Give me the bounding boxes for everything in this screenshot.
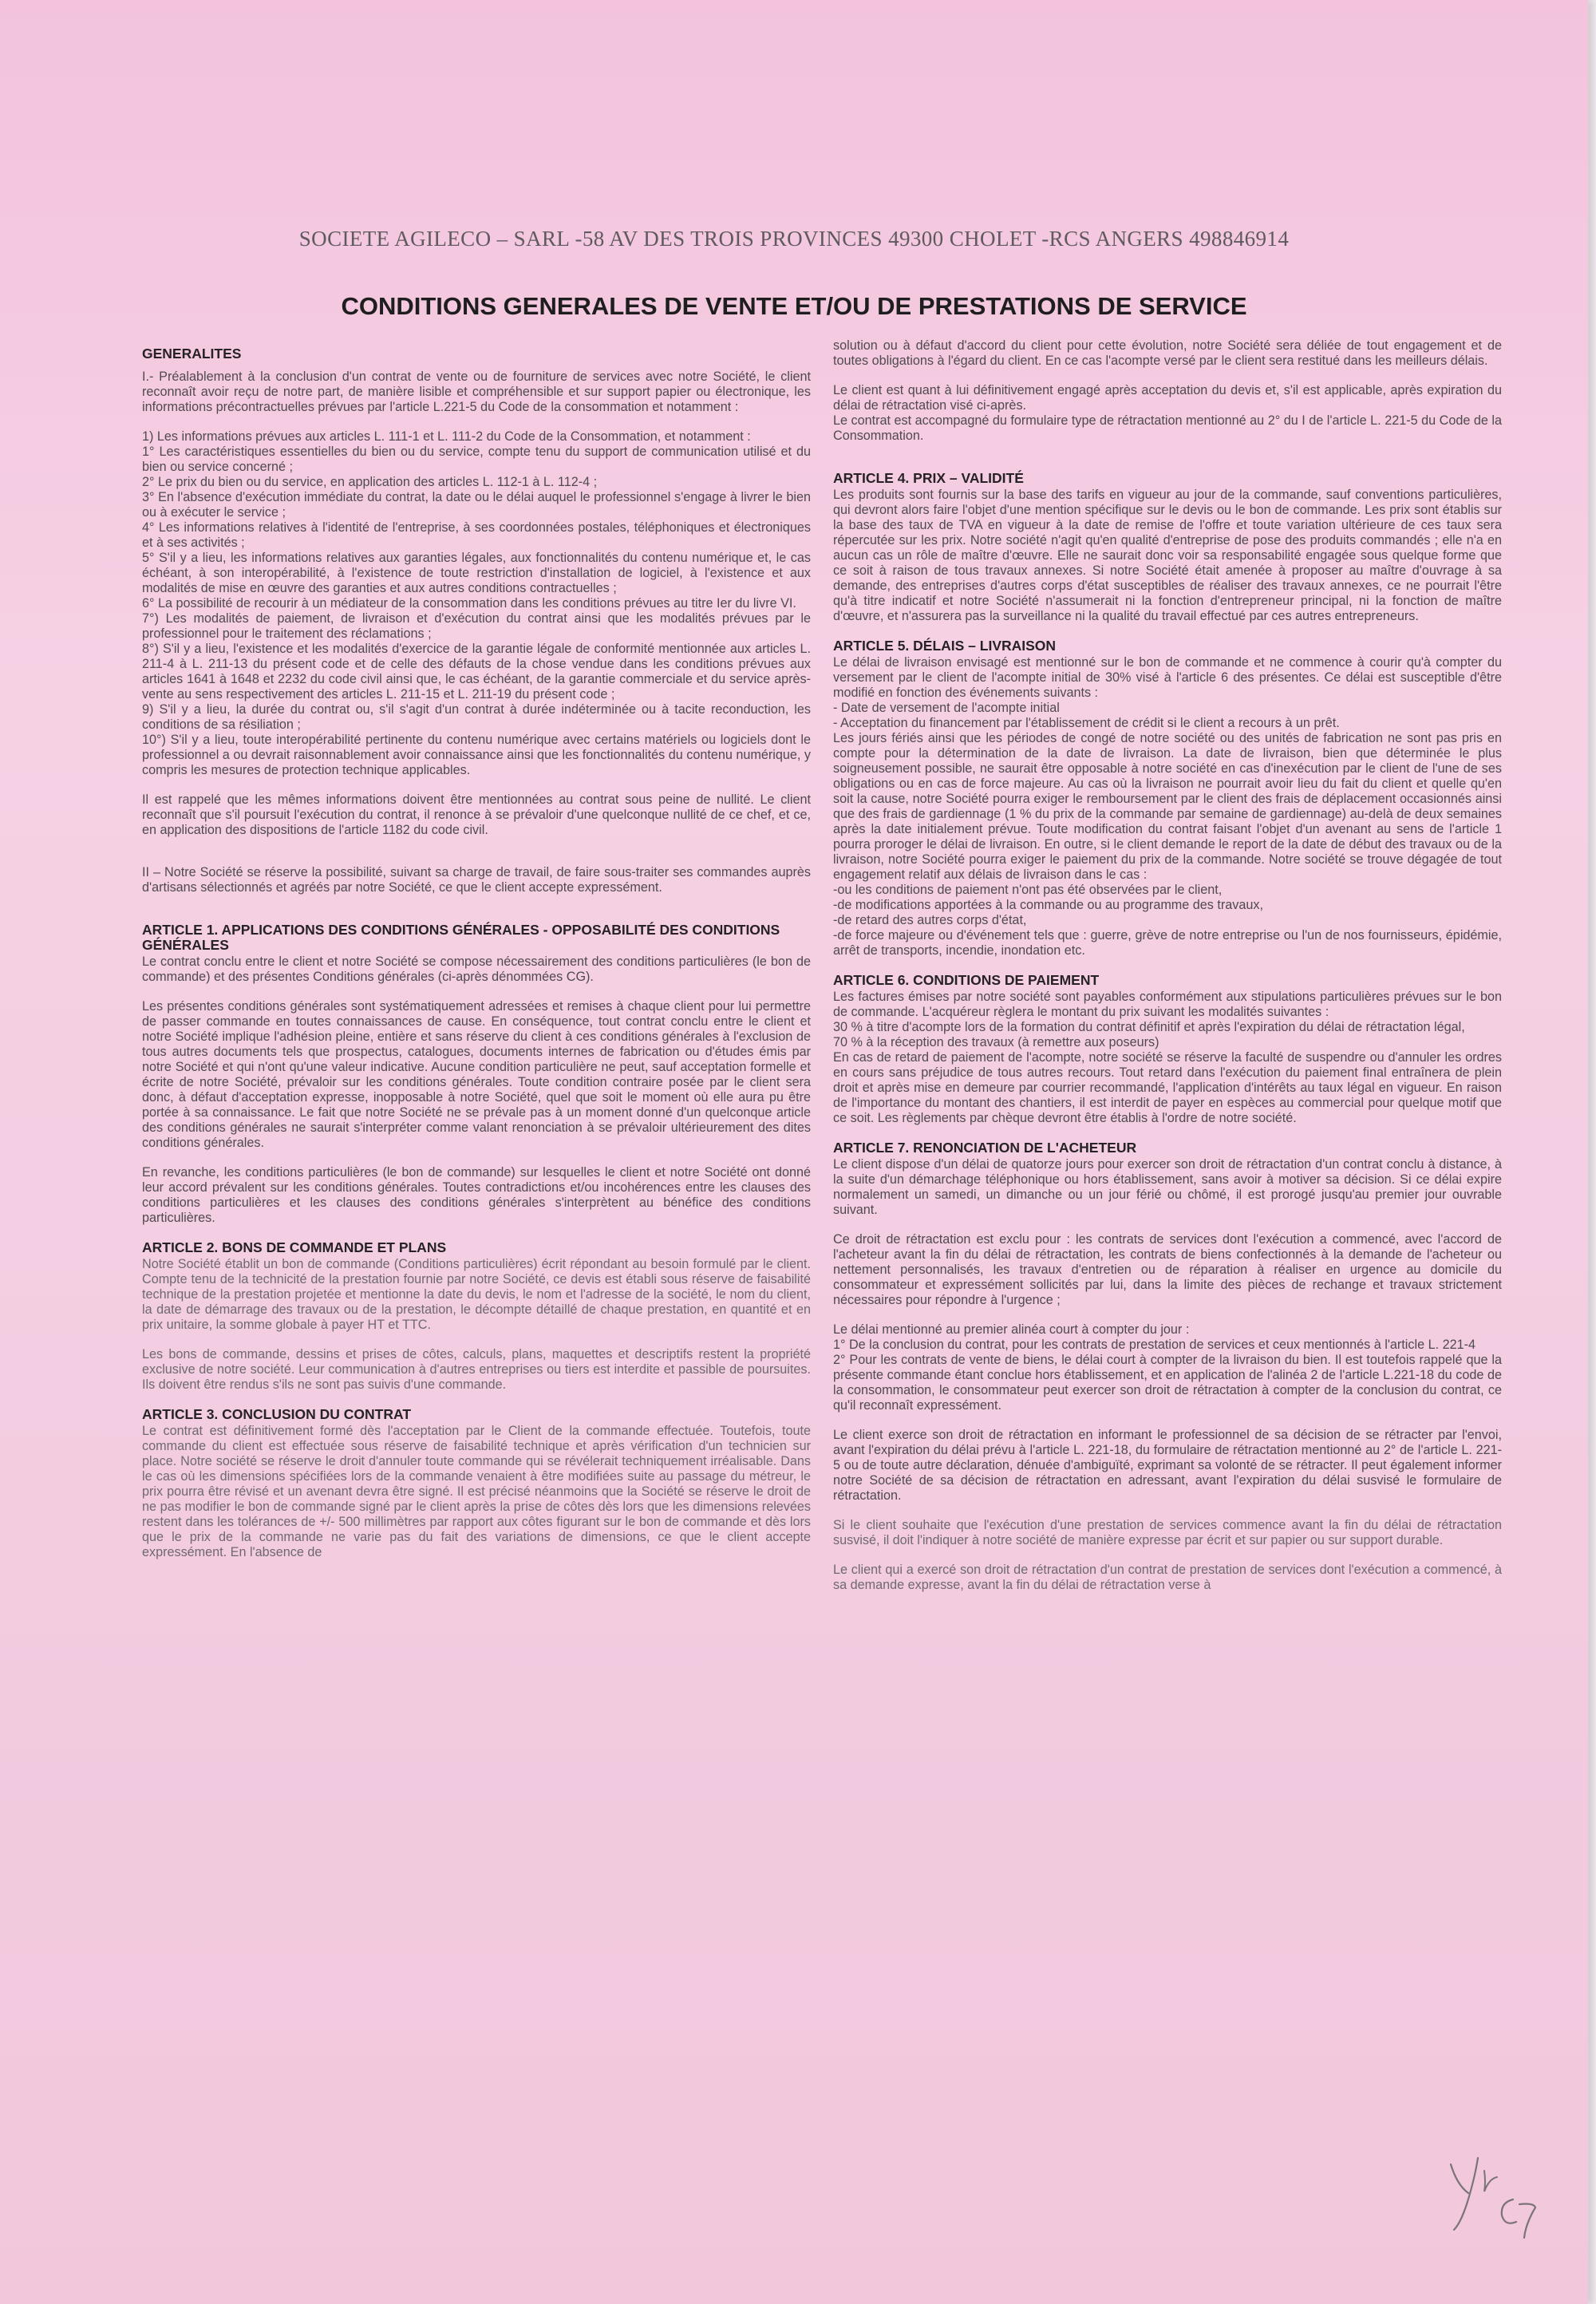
list-item: 6° La possibilité de recourir à un médiateur de la consommation dans les conditions prévues au titre Ier du livre VI. [142,596,796,611]
paragraph: Les produits sont fournis sur la base des tarifs en vigueur au jour de la commande, sauf conventions particulières, qui devront alors faire l'objet d'une mention spécifique sur le devis ou le bon de commande. Les prix sont établis sur la base des taux de TVA en vigueur à la date de remise de l'offre et toute variation ultérieure de ces taux sera répercutée sur les prix. Notre société n'agit qu'en qualité d'entreprise de pose des produits commandés ; elle n'a en aucun cas un rôle de maître d'œuvre. Elle ne saurait donc voir sa responsabilité engagée sous quelque forme que ce soit à raison de tous travaux annexes. Si notre Société était amenée à proposer au maître d'ouvrage à sa demande, des entreprises d'autres corps d'état susceptibles de réaliser des travaux annexes, ce ne pourrait l'être qu'à titre indicatif et notre Société n'assumerait ni la fonction d'entrepreneur principal, ni la fonction de maître d'œuvre, et n'assurera pas la surveillance ni la qualité du travail effectué par ces autres entrepreneurs. [833,488,1502,623]
list-item: - Acceptation du financement par l'établissement de crédit si le client a recours à un prêt. [833,716,1340,730]
list-item: 4° Les informations relatives à l'identité de l'entreprise, à ses coordonnées postales, téléphoniques et électroniques et à ses activités ; [142,520,811,550]
paragraph: Le client est quant à lui définitivement engagé après acceptation du devis et, s'il est applicable, après expiration du délai de rétractation visé ci-après. [833,383,1502,413]
list-item: 2° Le prix du bien ou du service, en application des articles L. 112-1 à L. 112-4 ; [142,475,598,489]
list-item: -ou les conditions de paiement n'ont pas été observées par le client, [833,883,1223,897]
paragraph: Notre Société établit un bon de commande (Conditions particulières) écrit répondant au besoin formulé par le client. Compte tenu de la technicité de la prestation fournie par notre Société, ce devis est établi sous réserve de faisabilité technique de la prestation projetée et mentionne la date du devis, le nom et l'adresse de la société, le nom du client, la date de démarrage des travaux ou de la prestation, le décompte détaillé de chaque prestation, en quantité et en prix unitaire, la somme globale à payer HT et TTC. [142,1257,811,1332]
list-item: 30 % à titre d'acompte lors de la formation du contrat définitif et après l'expiration du délai de rétractation légal, [833,1020,1465,1034]
left-column [142,346,811,2006]
heading-generalites: GENERALITES [142,346,242,362]
list-item: 2° Pour les contrats de vente de biens, le délai court à compter de la livraison du bien. Il est toutefois rappelé que la présente commande étant conclue hors établissement, et en application de l'alinéa 2 de l'article L.221-18 du code de la consommation, le consommateur peut exercer son droit de rétractation à compter de la conclusion du contrat, ce qu'il reconnaît expressément. [833,1353,1502,1413]
list-item: 1° Les caractéristiques essentielles du bien ou du service, compte tenu du support de communication utilisé et du bien ou service concerné ; [142,445,811,474]
paragraph: Le contrat conclu entre le client et notre Société se compose nécessairement des conditions particulières (le bon de commande) et des présentes Conditions générales (ci-après dénommées CG). [142,954,811,984]
heading-article-6: ARTICLE 6. CONDITIONS DE PAIEMENT [833,972,1100,988]
paragraph: Le client dispose d'un délai de quatorze jours pour exercer son droit de rétractation d'un contrat conclu à distance, à la suite d'un démarchage téléphonique ou hors établissement, sans avoir à motiver sa décision. Si ce délai expire normalement un samedi, un dimanche ou un jour férié ou chômé, il est prorogé jusqu'au premier jour ouvrable suivant. [833,1157,1502,1217]
heading-article-4: ARTICLE 4. PRIX – VALIDITÉ [833,470,1024,486]
paragraph: I.- Préalablement à la conclusion d'un contrat de vente ou de fourniture de services avec notre Société, le client reconnaît avoir reçu de notre part, de manière lisible et compréhensible et sur support papier ou électronique, les informations précontractuelles prévues par l'article L.221-5 du Code de la consommation et notamment : [142,370,811,414]
paragraph: Le client exerce son droit de rétractation en informant le professionnel de sa décision de se rétracter par l'envoi, avant l'expiration du délai prévu à l'article L. 221-18, du formulaire de rétractation mentionné au 2° de l'article L. 221-5 ou de toute autre déclaration, dénuée d'ambiguïté, exprimant sa volonté de se rétracter. Il peut également informer notre Société de sa décision de rétractation en adressant, avant l'expiration du délai susvisé le formulaire de rétractation. [833,1428,1502,1503]
list-item: 7°) Les modalités de paiement, de livraison et d'exécution du contrat ainsi que les modalités prévues par le professionnel pour le traitement des réclamations ; [142,611,811,641]
paragraph: Le client qui a exercé son droit de rétractation d'un contrat de prestation de services dont l'exécution a commencé, à sa demande expresse, avant la fin du délai de rétractation verse à [833,1563,1502,1592]
list-item: 9) S'il y a lieu, la durée du contrat ou, s'il s'agit d'un contrat à durée indéterminée ou à tacite reconduction, les conditions de sa résiliation ; [142,702,811,732]
list-item: 10°) S'il y a lieu, toute interopérabilité pertinente du contenu numérique avec certains matériels ou logiciels dont le professionnel a ou devrait raisonnablement avoir connaissance ainsi que les fonctionnalités du contenu numérique, y compris les mesures de protection technique applicables. [142,733,811,777]
heading-article-3: ARTICLE 3. CONCLUSION DU CONTRAT [142,1406,412,1422]
paragraph: Le délai de livraison envisagé est mentionné sur le bon de commande et ne commence à courir qu'à compter du versement par le client de l'acompte initial de 30% visé à l'article 6 des présentes. Ce délai est susceptible d'être modifié en fonction des événements suivants : [833,655,1502,700]
paragraph: Le délai mentionné au premier alinéa court à compter du jour : [833,1322,1190,1337]
list-item: -de force majeure ou d'événement tels que : guerre, grève de notre entreprise ou l'un de nos fournisseurs, épidémie, arrêt de transports, incendie, inondation etc. [833,928,1502,958]
paragraph: II – Notre Société se réserve la possibilité, suivant sa charge de travail, de faire sous-traiter ses commandes auprès d'artisans sélectionnés et agréés par notre Société, ce que le client accepte expressément. [142,865,811,895]
list-item: - Date de versement de l'acompte initial [833,701,1060,715]
heading-article-5: ARTICLE 5. DÉLAIS – LIVRAISON [833,638,1057,654]
list-item: -de modifications apportées à la commande ou au programme des travaux, [833,898,1263,912]
paragraph: En cas de retard de paiement de l'acompte, notre société se réserve la faculté de suspendre ou d'annuler les ordres en cours sans préjudice de tous autres recours. Tout retard dans l'exécution du paiement final entraînera de plein droit et après mise en demeure par courrier recommandé, l'application d'intérêts au taux légal en vigueur. En raison de l'importance du montant des chantiers, il est interdit de payer en espèces au commercial pour quelque motif que ce soit. Les règlements par chèque devront être établis à l'ordre de notre société. [833,1050,1502,1125]
company-header: SOCIETE AGILECO – SARL -58 AV DES TROIS PROVINCES 49300 CHOLET -RCS ANGERS 498846914 [298,227,1290,251]
paragraph: Les factures émises par notre société sont payables conformément aux stipulations particulières prévues sur le bon de commande. L'acquéreur règlera le montant du prix suivant les modalités suivantes : [833,990,1502,1019]
heading-article-2: ARTICLE 2. BONS DE COMMANDE ET PLANS [142,1239,447,1255]
paragraph: Le contrat est accompagné du formulaire type de rétractation mentionné au 2° du I de l'article L. 221-5 du Code de la Consommation. [833,413,1502,443]
handwritten-initials [1436,2147,1556,2243]
paragraph: Il est rappelé que les mêmes informations doivent être mentionnées au contrat sous peine de nullité. Le client reconnaît que s'il poursuit l'exécution du contrat, il renonce à se prévaloir d'une quelconque nullité de ce chef, et ce, en application des dispositions de l'article 1182 du code civil. [142,792,811,837]
paragraph: En revanche, les conditions particulières (le bon de commande) sur lesquelles le client et notre Société ont donné leur accord prévalent sur les conditions générales. Toutes contradictions et/ou incohérences entre les clauses des conditions particulières et les clauses des conditions générales s'interprètent au bénéfice des conditions particulières. [142,1165,811,1225]
paragraph: Le contrat est définitivement formé dès l'acceptation par le Client de la commande effectuée. Toutefois, toute commande du client est effectuée sous réserve de faisabilité technique et après vérification d'un technicien sur place. Notre société se réserve le droit d'annuler toute commande qui se révélerait techniquement irréalisable. Dans le cas où les dimensions spécifiées lors de la commande venaient à être modifiées suite au passage du métreur, le prix pourra être révisé et un avenant devra être signé. Il est précisé néanmoins que la Société se réserve le droit de ne pas modifier le bon de commande signé par le client après la prise de côtes dès lors que les dimensions relevées restent dans les tolérances de +/- 500 millimètres par rapport aux côtes figurant sur le bon de commande et dès lors que le prix de la commande ne varie pas du fait des variations de dimensions, ce que le client accepte expressément. En l'absence de [142,1424,811,1559]
right-column [833,338,1502,2030]
paragraph: Si le client souhaite que l'exécution d'une prestation de services commence avant la fin du délai de rétractation susvisé, il doit l'indiquer à notre société de manière expresse par écrit et sur papier ou sur support durable. [833,1518,1502,1547]
list-item: -de retard des autres corps d'état, [833,913,1027,927]
paragraph: Les jours fériés ainsi que les périodes de congé de notre société ou des unités de fabrication ne sont pas pris en compte pour la détermination de la date de livraison. La date de livraison, bien que déterminée le plus soigneusement possible, ne saurait être opposable à notre société en cas d'inexécution par le client de l'une de ses obligations ou en cas de force majeure. Au cas où la livraison ne pourrait avoir lieu du fait du client et quelle qu'en soit la cause, notre Société pourra exiger le remboursement par le client des frais de déplacement occasionnés ainsi que des frais de gardiennage (1 % du prix de la commande par semaine de gardiennage) au-delà de deux semaines après la date initialement prévue. Toute modification du contrat faisant l'objet d'un avenant au sens de l'article 1 pourra proroger le délai de livraison. En outre, si le client demande le report de la date de début des travaux ou de la livraison, notre Société pourra exiger le paiement du prix de la commande. Notre société se trouve dégagée de tout engagement relatif aux délais de livraison dans le cas : [833,731,1502,882]
list-item: 70 % à la réception des travaux (à remettre aux poseurs) [833,1035,1159,1049]
list-item: 5° S'il y a lieu, les informations relatives aux garanties légales, aux fonctionnalités du contenu numérique et, le cas échéant, à son interopérabilité, à l'existence de toute restriction d'installation de logiciel, à l'existence et aux modalités de mise en œuvre des garanties et aux autres conditions contractuelles ; [142,551,811,595]
heading-article-1: ARTICLE 1. APPLICATIONS DES CONDITIONS GÉNÉRALES - OPPOSABILITÉ DES CONDITIONS GÉNÉRALES [142,922,780,953]
paragraph: Les bons de commande, dessins et prises de côtes, calculs, plans, maquettes et descriptifs restent la propriété exclusive de notre société. Leur communication à d'autres entreprises ou tiers est interdite et passible de poursuites. Ils doivent être rendus s'ils ne sont pas suivis d'une commande. [142,1347,811,1392]
paragraph: Ce droit de rétractation est exclu pour : les contrats de services dont l'exécution a commencé, avec l'accord de l'acheteur avant la fin du délai de rétractation, les contrats de biens confectionnés à la demande de l'acheteur ou nettement personnalisés, les travaux d'entretien ou de réparation à réaliser en urgence au domicile du consommateur et expressément sollicités par lui, dans la limite des pièces de rechange et travaux strictement nécessaires pour répondre à l'urgence ; [833,1232,1502,1307]
list-item: 8°) S'il y a lieu, l'existence et les modalités d'exercice de la garantie légale de conformité mentionnée aux articles L. 211-4 à L. 211-13 du présent code et de celle des défauts de la chose vendue dans les conditions prévues aux articles 1641 à 1648 et 2232 du code civil ainsi que, le cas échéant, de la garantie commerciale et du service après-vente au sens respectivement des articles L. 211-15 et L. 211-19 du présent code ; [142,642,811,701]
heading-article-7: ARTICLE 7. RENONCIATION DE L'ACHETEUR [833,1140,1137,1156]
list-item: 1° De la conclusion du contrat, pour les contrats de prestation de services et ceux mentionnés à l'article L. 221-4 [833,1338,1476,1352]
document-title: CONDITIONS GENERALES DE VENTE ET/OU DE PRESTATIONS DE SERVICE [341,292,1247,320]
paragraph: 1) Les informations prévues aux articles L. 111-1 et L. 111-2 du Code de la Consommation, et notamment : [142,429,751,444]
list-item: 3° En l'absence d'exécution immédiate du contrat, la date ou le délai auquel le professionnel s'engage à livrer le bien ou à exécuter le service ; [142,490,811,520]
paragraph: Les présentes conditions générales sont systématiquement adressées et remises à chaque client pour lui permettre de passer commande en toutes connaissances de cause. En conséquence, tout contrat conclu entre le client et notre Société implique l'adhésion pleine, entière et sans réserve du client à ces conditions générales à l'exclusion de tous autres documents tels que prospectus, catalogues, documents internes de fabrication ou d'études émis par notre Société et qui n'ont qu'une valeur indicative. Aucune condition particulière ne peut, sauf acceptation formelle et écrite de notre Société, prévaloir sur les conditions générales. Toute condition contraire posée par le client sera donc, à défaut d'acceptation expresse, inopposable à notre Société, quel que soit le moment où elle aura pu être portée à sa connaissance. Le fait que notre Société ne se prévale pas à un moment donné d'un quelconque article des conditions générales ne saurait s'interpréter comme valant renonciation à se prévaloir ultérieurement des dites conditions générales. [142,999,811,1150]
paragraph: solution ou à défaut d'accord du client pour cette évolution, notre Société sera déliée de tout engagement et de toutes obligations à l'égard du client. En ce cas l'acompte versé par le client sera restitué dans les meilleurs délais. [833,338,1502,368]
